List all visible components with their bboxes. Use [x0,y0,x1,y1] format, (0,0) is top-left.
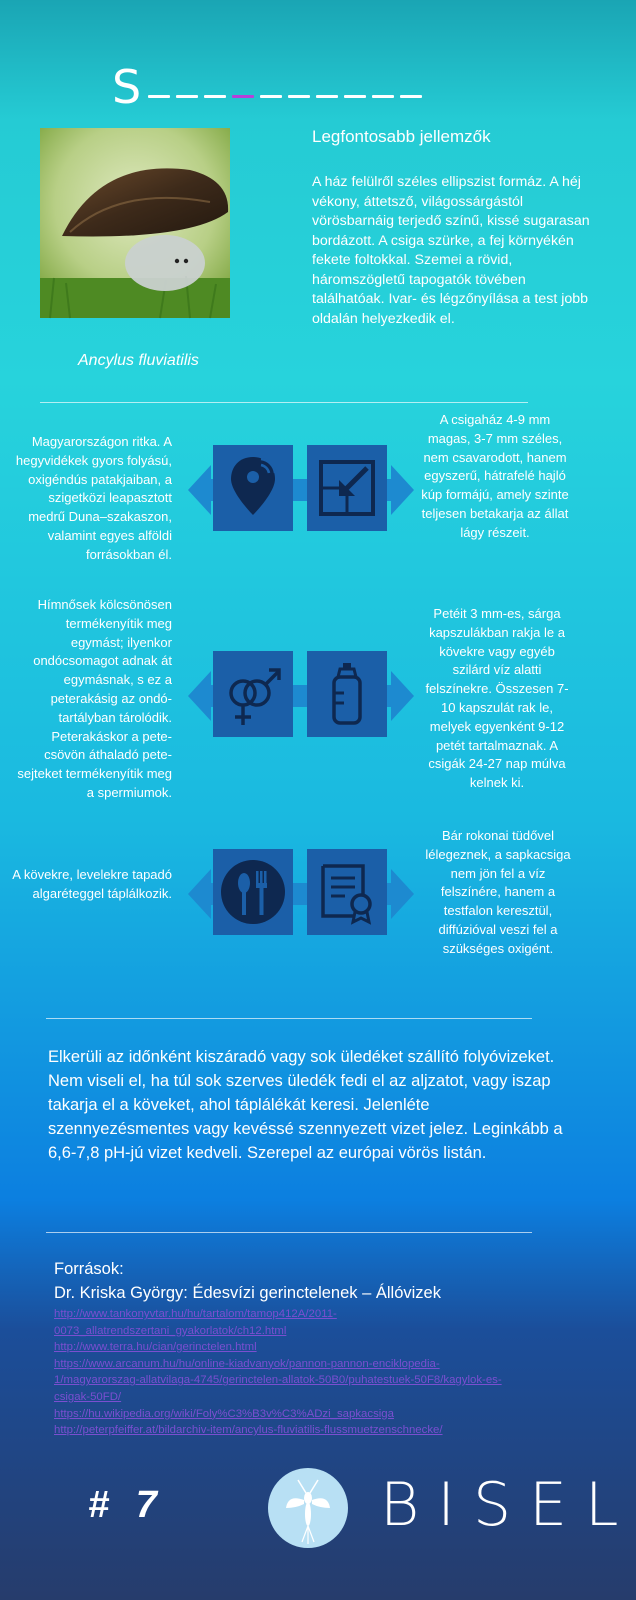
baby-bottle-icon [322,659,372,729]
row-2-left-icon-box [213,651,293,737]
letter-blanks [145,95,425,110]
habitat-paragraph: Elkerüli az időnként kiszáradó vagy sok üledéket szállító folyóvizeket. Nem viseli el, ha túl sok szerves üledék fedi el az aljzatot, vagy iszap takarja el a köveket, ahol táplálékát keresi. Jelenléte szennyezésmentes vagy kevéssé szennyezett vizet jelez. Leginkább a 6,6-7,8 pH-jú vizet kedveli. Szerepel az európai vörös listán. [48,1048,563,1162]
gender-symbols-icon [221,657,285,731]
row-3-left-icon-box [213,849,293,935]
letter-blank [204,95,226,98]
source-link[interactable]: https://hu.wikipedia.org/wiki/Foly%C3%B3v%C3%ADzi_sapkacsiga [54,1407,394,1420]
bisel-logo-text: BISEL [380,1470,636,1540]
source-link[interactable]: http://www.terra.hu/cian/gerinctelen.html [54,1341,257,1354]
species-name: Ancylus fluviatilis [78,352,199,369]
letter-blank [344,95,366,98]
divider [46,1018,532,1019]
letter-blank [232,95,254,98]
letter-blank [400,95,422,98]
divider [40,402,528,403]
sources-links [54,1306,504,1439]
row-2-right-text: Petéit 3 mm-es, sárga kapszulákban rakja le a kövekre vagy egyéb szilárd víz alatti felszínekre. Összesen 7-10 kapszulát rak le, melyek egyenként 9-12 petét tartalmaznak. A csigák 24-27 nap múlva kelnek ki. [425,606,569,791]
row-3-left-text: A kövekre, levelekre tapadó algaréteggel táplálkozik. [12,867,172,901]
row-1-right-text: A csigaház 4-9 mm magas, 3-7 mm széles, nem csavarodott, hanem egyszerű, hátrafelé hajló kúp formájú, amely szinte teljesen betakarja az állat lágy részeit. [421,412,569,540]
sources-heading: Források: [54,1260,124,1278]
source-link[interactable]: http://peterpfeiffer.at/bildarchiv-item/ancylus-fluviatilis-flussmuetzenschnecke/ [54,1424,443,1437]
main-features-text: A ház felülről széles ellipszist formáz. A héj vékony, áttetsző, világossárgástól vörösbarnáig terjedő színű, kissé sugarasan bordázott. A csiga szürke, a fej környékén fekete foltokkal. Szemei a rövid, háromszögletű tapogatók tövében találhatóak. Ivar- és légzőnyílása a test jobb oldalán helyezkedik el. [312,174,590,327]
logo-badge [268,1468,348,1548]
letter-blank [316,95,338,98]
source-link[interactable]: https://www.arcanum.hu/hu/online-kiadvanyok/pannon-pannon-enciklopedia-1/magyarorszag-allatvilaga-4745/gerinctelen-allatok-50B0/puhatestuek-50F8/kagylok-es-csigak-50FD/ [54,1357,502,1403]
sources-book: Dr. Kriska György: Édesvízi gerinctelenek – Állóvizek [54,1284,441,1302]
row-3-right-icon-box [307,849,387,935]
location-pin-icon [223,453,283,523]
row-3-right-text: Bár rokonai tüdővel lélegeznek, a sapkacsiga nem jön fel a víz felszínére, hanem a testfalon keresztül, diffúzióval veszi fel a szükséges oxigént. [425,828,571,956]
letter-blank [148,95,170,98]
issue-number: # 7 [88,1484,165,1526]
size-compress-icon [317,458,377,518]
letter-blank [372,95,394,98]
certificate-icon [315,860,379,924]
divider [46,1232,532,1233]
fork-spoon-icon [218,857,288,927]
row-1-left-text: Magyarországon ritka. A hegyvidékek gyors folyású, oxigéndús patakjaiban, a szigetközi leapasztott medrű Duna–szakaszon, valamint egyes alföldi forrásokban él. [15,434,172,562]
first-letter: S [112,60,142,114]
snail-illustration [40,128,230,318]
main-features-heading: Legfontosabb jellemzők [312,127,491,146]
row-2-right-icon-box [307,651,387,737]
letter-blank [176,95,198,98]
source-link[interactable]: http://www.tankonyvtar.hu/hu/tartalom/tamop412A/2011-0073_allatrendszertani_gyakorlatok/ch12.html [54,1308,337,1337]
row-1-left-icon-box [213,445,293,531]
word-puzzle-title [112,40,425,114]
row-1-right-icon-box [307,445,387,531]
mayfly-icon [268,1468,348,1548]
row-2-left-text: Hímnősek kölcsönösen termékenyítik meg egymást; ilyenkor ondócsomagot adnak át egymásnak, s ez a peterakásig az ondó-tartályban tárolódik. Peterakáskor a pete-csövön áthaladó pete-sejteket termékenyítik meg a spermiumok. [17,597,172,800]
snail-photo [40,128,230,318]
letter-blank [260,95,282,98]
letter-blank [288,95,310,98]
